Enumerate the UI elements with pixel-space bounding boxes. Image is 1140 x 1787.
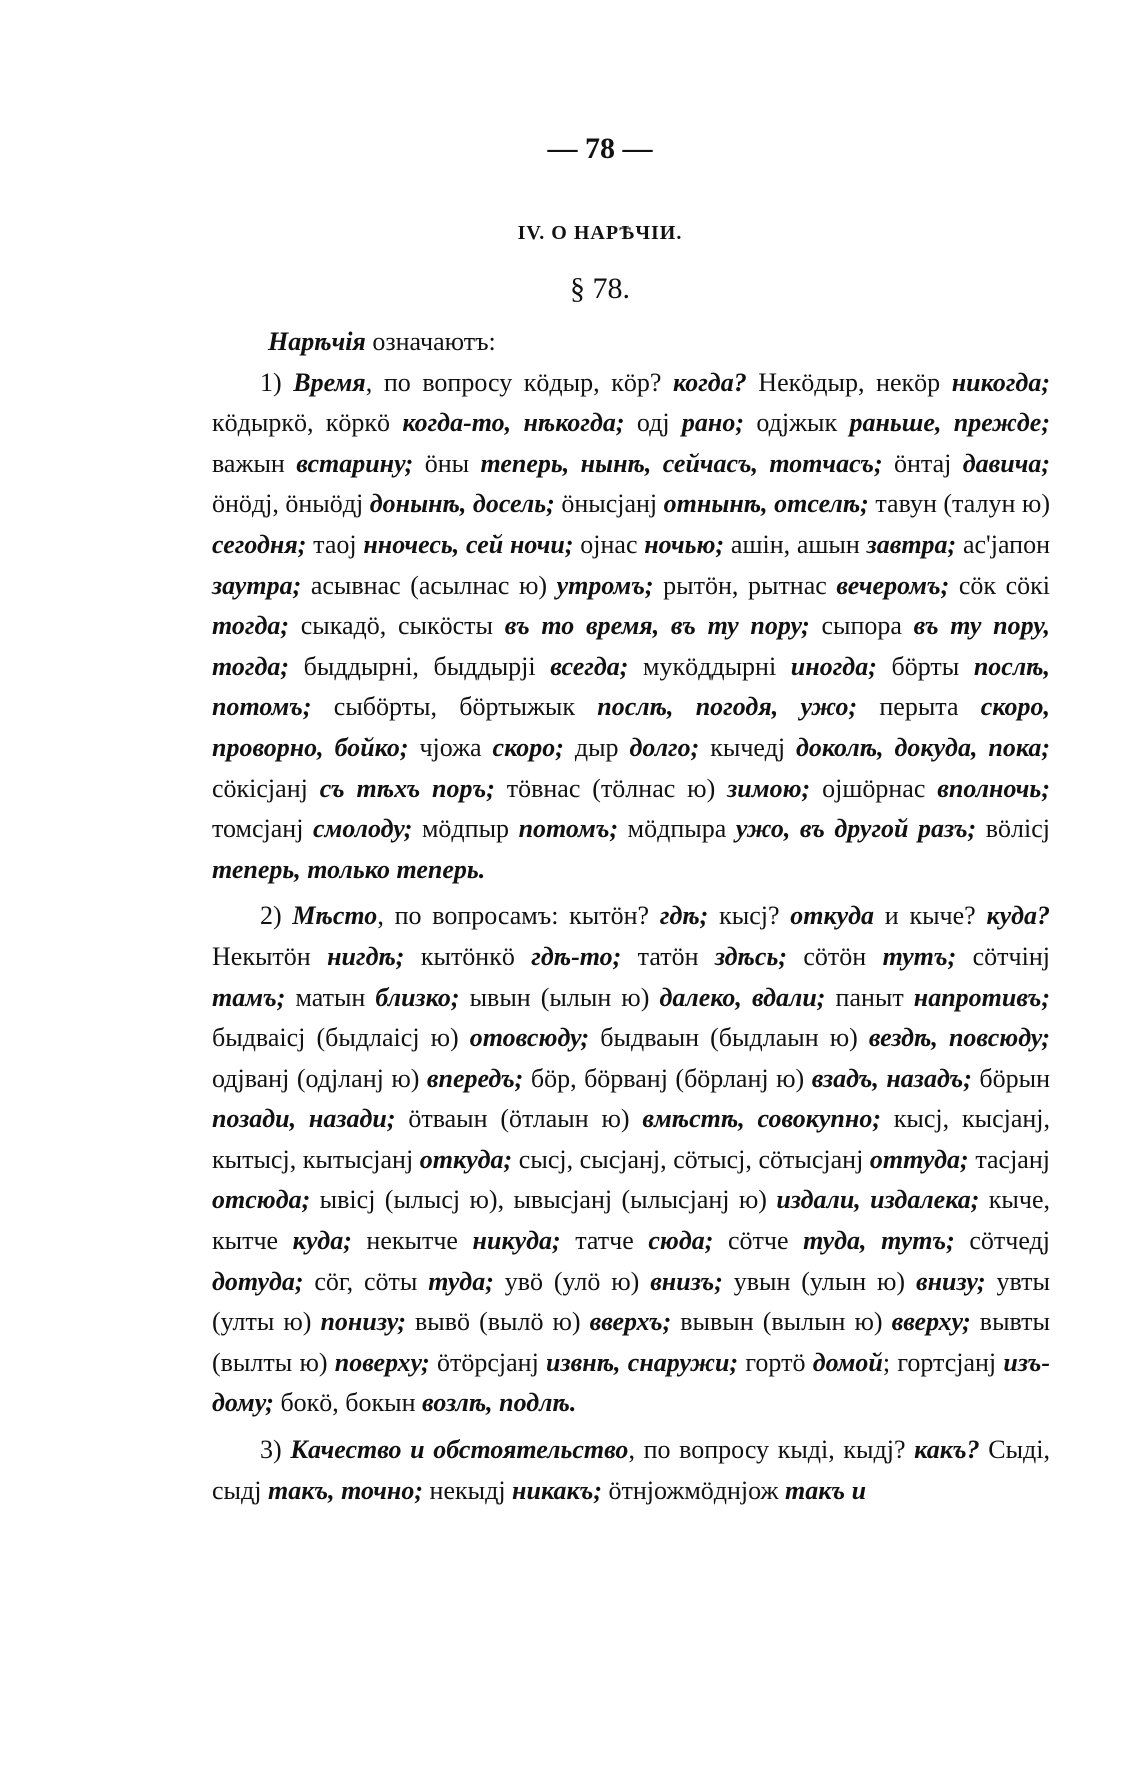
komi-text: бöрты [876,651,974,681]
russian-gloss: донынѣ, досель; [369,489,555,519]
russian-gloss: никакъ; [512,1475,603,1505]
russian-gloss: скоро; [492,732,564,762]
russian-gloss: возлѣ, подлѣ. [422,1388,577,1418]
russian-gloss: отовсюду; [469,1023,590,1053]
komi-text: асывнас (асылнас ю) [301,570,557,600]
russian-gloss: ужо, въ другой разъ; [735,814,977,844]
russian-gloss: въ то время, въ ту пору; [504,611,810,641]
komi-text: и кыче? [874,901,987,931]
russian-gloss: откуда; [419,1144,513,1174]
komi-text: Некöдыр, некöр [746,367,952,397]
paragraph-place [212,896,1050,1424]
russian-gloss: туда, тутъ; [803,1226,955,1256]
komi-text: увын (улын ю) [722,1266,916,1296]
russian-gloss: нигдѣ; [327,941,405,971]
russian-gloss: сегодня; [212,529,307,559]
intro-line [212,322,1050,363]
russian-gloss: издали, издалека; [776,1185,980,1215]
body-text [212,322,1050,1511]
russian-gloss: скоро, проворно, бойко; [212,692,1050,762]
russian-gloss: туда; [428,1266,494,1296]
komi-text: вывын (вылын ю) [671,1307,892,1337]
russian-gloss: зимою; [727,773,811,803]
russian-gloss: теперь, только теперь. [212,854,486,884]
komi-text: мукöддырні [628,651,791,681]
komi-text: ојшöрнас [810,773,938,803]
russian-gloss: потомъ; [518,814,619,844]
russian-gloss: куда; [292,1226,352,1256]
russian-gloss: тогда; [212,611,290,641]
komi-text: одјванј (одјланј ю) [212,1063,427,1093]
paragraph-quality [212,1430,1050,1511]
russian-gloss: куда? [986,901,1051,931]
komi-text: кысј? [708,901,791,931]
komi-text: татче [560,1226,649,1256]
komi-text: сыпора [809,611,914,641]
komi-text: увö (улö ю) [493,1266,651,1296]
russian-gloss: изъ-дому; [212,1347,1050,1418]
russian-gloss: вверхъ; [589,1307,672,1337]
russian-gloss: Мѣсто [292,901,378,931]
russian-gloss: внизъ; [650,1266,723,1296]
komi-text: перыта [857,692,981,722]
russian-gloss: оттуда; [869,1144,969,1174]
page-number: — 78 — [547,132,653,165]
komi-text: кычедј [699,732,796,762]
komi-text: гортö [738,1347,813,1377]
russian-gloss: утромъ; [556,570,654,600]
komi-text: öнтај [882,448,963,478]
komi-text: öтöрсјанј [429,1347,547,1377]
russian-gloss: поверху; [334,1347,430,1377]
komi-text: быдваісј (быдлаісј ю) [212,1023,470,1053]
komi-text: томсјанј [212,814,313,844]
russian-gloss: такъ, точно; [267,1475,424,1505]
komi-text: таој [306,529,364,559]
russian-gloss: гдѣ; [659,901,709,931]
russian-gloss: когда? [673,367,747,397]
komi-text: быдваын (быдлаын ю) [589,1023,869,1053]
russian-gloss: вверху; [891,1307,971,1337]
russian-gloss: нночесь, сей ночи; [363,529,574,559]
komi-text: , по вопросамъ: кытöн? [377,901,660,931]
russian-gloss: раньше, прежде; [849,408,1050,438]
komi-text: рытöн, рытнас [653,570,837,600]
komi-text: бöр, бöрванј (бöрланј ю) [523,1063,812,1093]
komi-text: 3) [260,1435,291,1465]
section-title: IV. О НАРѢЧІИ. [517,222,683,244]
russian-gloss: никуда; [472,1226,561,1256]
russian-gloss: какъ? [914,1435,980,1465]
komi-text: мöдпыра [618,814,736,844]
komi-text: , по вопросу кöдыр, кöр? [365,367,674,397]
russian-gloss: вмѣстѣ, совокупно; [642,1104,881,1134]
russian-gloss: доколѣ, докуда, пока; [795,732,1051,762]
russian-gloss: заутра; [212,570,302,600]
russian-gloss: отнынѣ, отселѣ; [663,489,869,519]
russian-gloss: всегда; [550,651,629,681]
komi-text: мöдпыр [412,814,519,844]
komi-text: вывты (вылты ю) [212,1307,1050,1377]
komi-text: кысј, кысјанј, кытысј, кытысјанј [212,1104,1051,1174]
komi-text: одјжык [744,408,850,438]
russian-gloss: откуда [790,901,875,931]
komi-text: сöтчедј [954,1226,1050,1256]
komi-text: сöк сöкі [949,570,1050,600]
komi-text: чјожа [408,732,493,762]
russian-gloss: тутъ; [882,941,957,971]
russian-gloss: далеко, вдали; [659,982,826,1012]
komi-text: кытöнкö [404,941,532,971]
russian-gloss: давича; [962,448,1050,478]
russian-gloss: отсюда; [212,1185,311,1215]
russian-gloss: Нарѣчія [268,327,366,356]
komi-text: Сыді, сыдј [212,1435,1051,1505]
komi-text: сöтчінј [956,941,1050,971]
komi-text: некыдј [423,1475,513,1505]
komi-text: быддырні, быддырјі [289,651,551,681]
russian-gloss: такъ и [784,1475,867,1505]
russian-gloss: дотуда; [212,1266,304,1296]
komi-text: одј [624,408,682,438]
komi-text: öны [413,448,481,478]
komi-text: ашін, ашын [724,529,867,559]
russian-gloss: въ ту пору, тогда; [212,611,1050,681]
komi-text: , по вопросу кыді, кыдј? [628,1435,915,1465]
komi-text: татöн [621,941,715,971]
russian-gloss: ночью; [644,529,725,559]
komi-text: тöвнас (тöлнас ю) [494,773,728,803]
russian-gloss: смолоду; [312,814,413,844]
komi-text: ас'јапон [956,529,1050,559]
russian-gloss: внизу; [915,1266,986,1296]
komi-text: öнöдј, öныöдј [212,489,370,519]
komi-text: ; гортсјанј [882,1347,1004,1377]
russian-gloss: теперь, нынѣ, сейчасъ, тотчасъ; [480,448,883,478]
komi-text: бöрын [971,1063,1050,1093]
russian-gloss: близко; [375,982,460,1012]
russian-gloss: позади, назади; [212,1104,396,1134]
russian-gloss: вездѣ, повсюду; [868,1023,1050,1053]
komi-text: означаютъ: [365,327,496,356]
komi-text: увты (улты ю) [212,1266,1050,1337]
komi-text: 1) [260,367,294,397]
russian-gloss: съ тѣхъ поръ; [319,773,495,803]
komi-text: сöтöн [786,941,883,971]
komi-text: сöг, сöты [303,1266,429,1296]
paragraph-mark: § 78. [570,272,630,305]
russian-gloss: Качество и обстоятельство [290,1435,629,1465]
russian-gloss: послѣ, потомъ; [212,651,1050,722]
komi-text: ојнас [573,529,645,559]
russian-gloss: извнѣ, снаружи; [546,1347,739,1377]
komi-text: вöлісј [976,814,1050,844]
komi-text: сысј, сысјанј, сöтысј, сöтысјанј [512,1144,870,1174]
russian-gloss: когда-то, нѣкогда; [402,408,625,438]
russian-gloss: долго; [629,732,700,762]
komi-text: ывісј (ылысј ю), ывысјанј (ылысјанј ю) [310,1185,777,1215]
komi-text: öтваын (öтлаын ю) [395,1104,643,1134]
russian-gloss: завтра; [866,529,957,559]
komi-text: сыбöрты, бöртыжык [311,692,598,722]
komi-text: паныт [825,982,914,1012]
komi-text: сöтче [713,1226,804,1256]
russian-gloss: взадъ, назадъ; [811,1063,972,1093]
komi-text: сыкадö, сыкöсты [289,611,505,641]
russian-gloss: вполночь; [937,773,1050,803]
komi-text: Некытöн [212,941,328,971]
komi-text: матын [285,982,376,1012]
paragraph-time [212,363,1050,891]
komi-text: öнысјанј [554,489,664,519]
russian-gloss: впередъ; [426,1063,524,1093]
komi-text: 2) [260,901,293,931]
russian-gloss: Время [293,367,366,397]
russian-gloss: рано; [681,408,745,438]
komi-text: сöкісјанј [212,773,320,803]
komi-text: кыче, кытче [212,1185,1050,1256]
russian-gloss: понизу; [320,1307,406,1337]
komi-text: тавун (талун ю) [868,489,1050,519]
komi-text: öтнјожмöднјож [602,1475,785,1505]
komi-text: кöдыркö, кöркö [212,408,403,438]
komi-text: дыр [563,732,630,762]
komi-text: бокö, бокын [273,1388,423,1418]
komi-text: ывын (ылын ю) [459,982,660,1012]
komi-text: некытче [351,1226,473,1256]
russian-gloss: иногда; [790,651,877,681]
russian-gloss: домой [812,1347,883,1377]
russian-gloss: никогда; [951,367,1050,397]
komi-text: важын [212,448,297,478]
russian-gloss: напротивъ; [913,982,1050,1012]
russian-gloss: сюда; [648,1226,714,1256]
russian-gloss: встарину; [296,448,414,478]
komi-text: вывö (вылö ю) [406,1307,590,1337]
russian-gloss: вечеромъ; [836,570,950,600]
russian-gloss: здѣсь; [714,941,787,971]
russian-gloss: гдѣ-то; [531,941,622,971]
russian-gloss: послѣ, погодя, ужо; [597,692,858,722]
russian-gloss: тамъ; [212,982,286,1012]
komi-text: тасјанј [968,1144,1050,1174]
